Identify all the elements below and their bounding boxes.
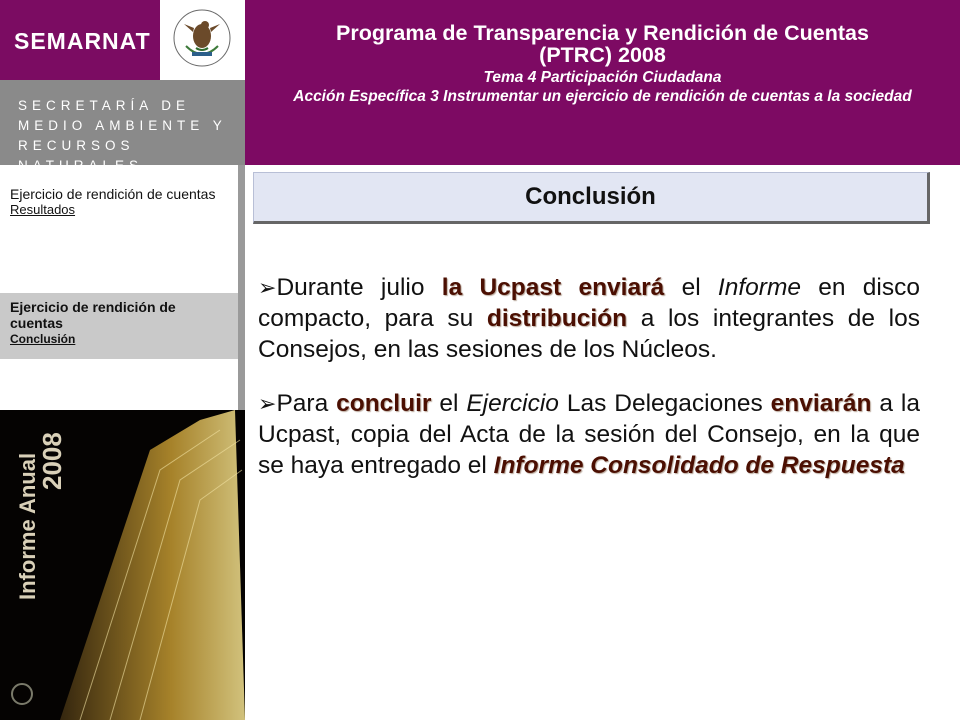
sidebar-item-conclusion[interactable] xyxy=(0,293,238,359)
emphasis-run: Informe Consolidado de Respuesta xyxy=(493,452,905,479)
text-run: Durante julio xyxy=(276,274,442,301)
header-action: Acción Específica 3 Instrumentar un ejercicio de rendición de cuentas a la sociedad xyxy=(293,88,912,105)
italic-run: Informe xyxy=(717,274,801,301)
text-run: a los integrantes de los Consejos, en las sesiones de los Núcleos. xyxy=(258,305,920,363)
header-subtitle: (PTRC) 2008 xyxy=(539,43,666,67)
cover-emblem-icon xyxy=(12,684,32,704)
section-heading: Conclusión xyxy=(253,172,930,224)
emphasis-run: la Ucpast enviará xyxy=(441,274,665,301)
header-title: Programa de Transparencia y Rendición de Cuentas xyxy=(336,21,869,45)
secretaria-line: MEDIO AMBIENTE Y xyxy=(18,118,227,133)
cover-art xyxy=(0,410,245,720)
arrow-bullet-icon: ➢ xyxy=(258,391,277,416)
emphasis-run: concluir xyxy=(336,390,432,417)
sidebar-item-resultados[interactable] xyxy=(0,180,238,224)
header-theme: Tema 4 Participación Ciudadana xyxy=(483,69,722,86)
secretaria-name xyxy=(18,96,245,176)
page-header xyxy=(245,0,960,165)
sidebar-link-resultados[interactable]: Resultados xyxy=(10,202,76,217)
eagle-seal-icon xyxy=(170,2,234,78)
emphasis-run: distribución xyxy=(486,305,628,332)
sidebar-item-title: Ejercicio de rendición de cuentas xyxy=(10,186,216,202)
sidebar-item-title: Ejercicio de rendición de cuentas xyxy=(10,299,176,331)
italic-run: Ejercicio xyxy=(466,390,559,417)
semarnat-logo-block xyxy=(0,0,245,173)
arrow-bullet-icon: ➢ xyxy=(258,275,277,300)
bullet-paragraph xyxy=(258,388,920,481)
text-run: Para xyxy=(276,390,337,417)
emphasis-run: enviarán xyxy=(770,390,872,417)
informe-anual-cover-image xyxy=(0,410,245,720)
text-run: el xyxy=(431,390,467,417)
text-run: Las Delegaciones xyxy=(558,390,771,417)
text-run: a la Ucpast, copia del Acta de la sesión del Consejo, en la que se haya entregado el xyxy=(258,390,920,479)
secretaria-line: RECURSOS NATURALES xyxy=(18,138,144,173)
cover-year: 2008 xyxy=(37,432,67,490)
national-seal xyxy=(160,0,245,80)
conclusion-body xyxy=(258,272,920,504)
semarnat-brand xyxy=(0,0,160,80)
text-run: en disco compacto, para su xyxy=(258,274,921,332)
sidebar-divider xyxy=(238,165,245,410)
text-run: el xyxy=(664,274,718,301)
cover-title: Informe Anual xyxy=(15,452,40,600)
secretaria-line: SECRETARÍA DE xyxy=(18,98,191,113)
bullet-paragraph xyxy=(258,272,920,365)
sidebar-link-conclusion[interactable]: Conclusión xyxy=(10,332,76,346)
brand-name: SEMARNAT xyxy=(14,28,151,54)
